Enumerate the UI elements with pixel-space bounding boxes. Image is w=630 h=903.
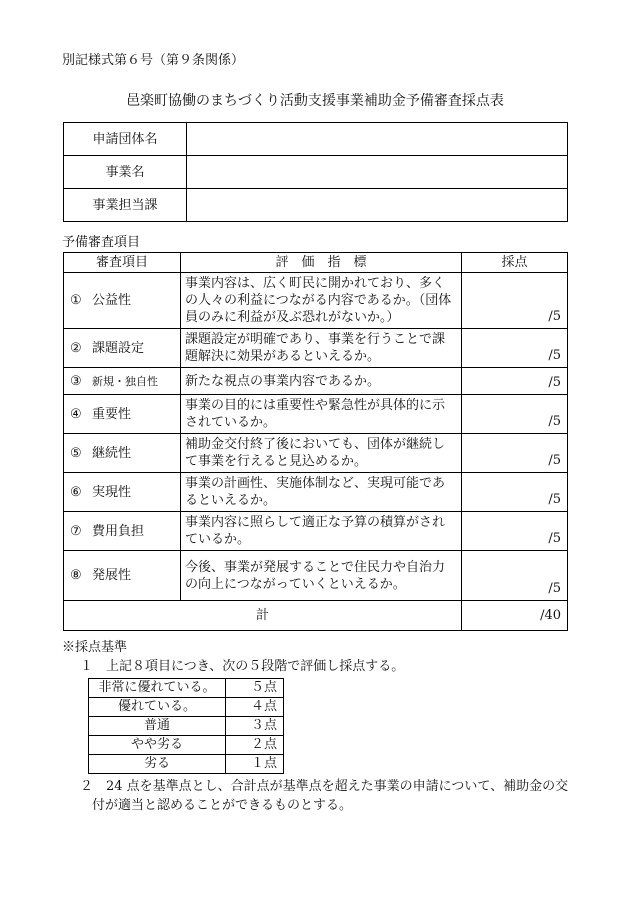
item-number: ⑧	[70, 568, 82, 583]
review-header-row	[64, 253, 568, 273]
criteria-row	[89, 717, 284, 736]
item-number: ③	[70, 373, 82, 389]
document-title: 邑楽町協働のまちづくり活動支援事業補助金予備審査採点表	[126, 93, 504, 109]
score-field[interactable]: /5	[462, 551, 568, 601]
item-indicator: 事業の計画性、実施体制など、実現可能であるといえるか。	[181, 473, 462, 512]
total-row	[64, 601, 568, 631]
item-indicator: 課題設定が明確であり、事業を行うことで課題解決に効果があるといえるか。	[181, 329, 462, 368]
item-name: 継続性	[92, 445, 132, 461]
applicant-table	[63, 122, 568, 222]
criteria-label: やや劣る	[89, 736, 226, 755]
criteria-label: 劣る	[89, 755, 226, 774]
header-item: 審査項目	[64, 253, 181, 273]
applicant-value-field[interactable]	[187, 123, 568, 156]
applicant-row	[64, 123, 568, 156]
applicant-label: 事業担当課	[64, 189, 187, 222]
criteria-label: 非常に優れている。	[89, 679, 226, 698]
item-indicator: 新たな視点の事業内容であるか。	[181, 368, 462, 395]
table-row	[64, 551, 568, 601]
item-number: ①	[70, 293, 82, 308]
score-field[interactable]: /5	[462, 368, 568, 395]
criteria-row	[89, 755, 284, 774]
applicant-value-field[interactable]	[187, 189, 568, 222]
table-row	[64, 473, 568, 512]
review-item	[64, 395, 181, 434]
criteria-label: 優れている。	[89, 698, 226, 717]
review-item	[64, 473, 181, 512]
item-indicator: 今後、事業が発展することで住民力や自治力の向上につながっていくといえるか。	[181, 551, 462, 601]
table-row	[64, 368, 568, 395]
item-name: 課題設定	[92, 340, 145, 356]
score-field[interactable]: /5	[462, 395, 568, 434]
table-row	[64, 434, 568, 473]
applicant-value-field[interactable]	[187, 156, 568, 189]
form-number: 別記様式第６号（第９条関係）	[62, 53, 245, 68]
applicant-label: 申請団体名	[64, 123, 187, 156]
score-field[interactable]: /5	[462, 273, 568, 329]
criteria-note-1: １ 上記８項目につき、次の５段階で評価し採点する。	[80, 659, 405, 674]
score-field[interactable]: /5	[462, 473, 568, 512]
score-field[interactable]: /5	[462, 329, 568, 368]
item-indicator: 事業内容は、広く町民に開かれており、多くの人々の利益につながる内容であるか。（団体員のみに利益が及ぶ恐れがないか。）	[181, 273, 462, 329]
review-item	[64, 551, 181, 601]
total-score-field[interactable]: /40	[462, 601, 568, 631]
criteria-note-2-line-2: 付が適当と認めることができるものとする。	[92, 798, 353, 813]
item-name: 実現性	[92, 484, 132, 500]
table-row	[64, 512, 568, 551]
criteria-note-2-line-1: ２ 24 点を基準点とし、合計点が基準点を超えた事業の申請について、補助金の交	[80, 779, 569, 794]
review-table	[63, 252, 568, 631]
total-label: 計	[64, 601, 462, 631]
review-item	[64, 512, 181, 551]
item-number: ②	[70, 340, 82, 356]
criteria-row	[89, 698, 284, 717]
item-name: 重要性	[92, 406, 132, 422]
criteria-heading: ※採点基準	[62, 640, 128, 655]
table-row	[64, 329, 568, 368]
applicant-label: 事業名	[64, 156, 187, 189]
review-item	[64, 329, 181, 368]
review-item	[64, 434, 181, 473]
criteria-points: １点	[226, 755, 284, 774]
item-number: ⑥	[70, 484, 82, 500]
item-name: 新規・独自性	[92, 374, 158, 388]
criteria-points: ４点	[226, 698, 284, 717]
item-number: ⑤	[70, 445, 82, 461]
item-name: 費用負担	[92, 523, 145, 539]
review-section-label: 予備審査項目	[62, 235, 141, 250]
item-number: ④	[70, 406, 82, 422]
applicant-row	[64, 189, 568, 222]
criteria-table	[88, 678, 284, 774]
review-item	[64, 368, 181, 395]
header-indicator: 評 価 指 標	[181, 253, 462, 273]
header-score: 採点	[462, 253, 568, 273]
score-field[interactable]: /5	[462, 512, 568, 551]
item-indicator: 補助金交付終了後においても、団体が継続して事業を行えると見込めるか。	[181, 434, 462, 473]
review-item	[64, 273, 181, 329]
criteria-points: ５点	[226, 679, 284, 698]
criteria-points: ３点	[226, 717, 284, 736]
item-indicator: 事業内容に照らして適正な予算の積算がされているか。	[181, 512, 462, 551]
item-name: 公益性	[92, 293, 132, 308]
criteria-row	[89, 736, 284, 755]
item-number: ⑦	[70, 523, 82, 539]
table-row	[64, 395, 568, 434]
criteria-points: ２点	[226, 736, 284, 755]
score-field[interactable]: /5	[462, 434, 568, 473]
applicant-row	[64, 156, 568, 189]
criteria-row	[89, 679, 284, 698]
table-row	[64, 273, 568, 329]
item-name: 発展性	[92, 568, 132, 583]
criteria-label: 普通	[89, 717, 226, 736]
item-indicator: 事業の目的には重要性や緊急性が具体的に示されているか。	[181, 395, 462, 434]
